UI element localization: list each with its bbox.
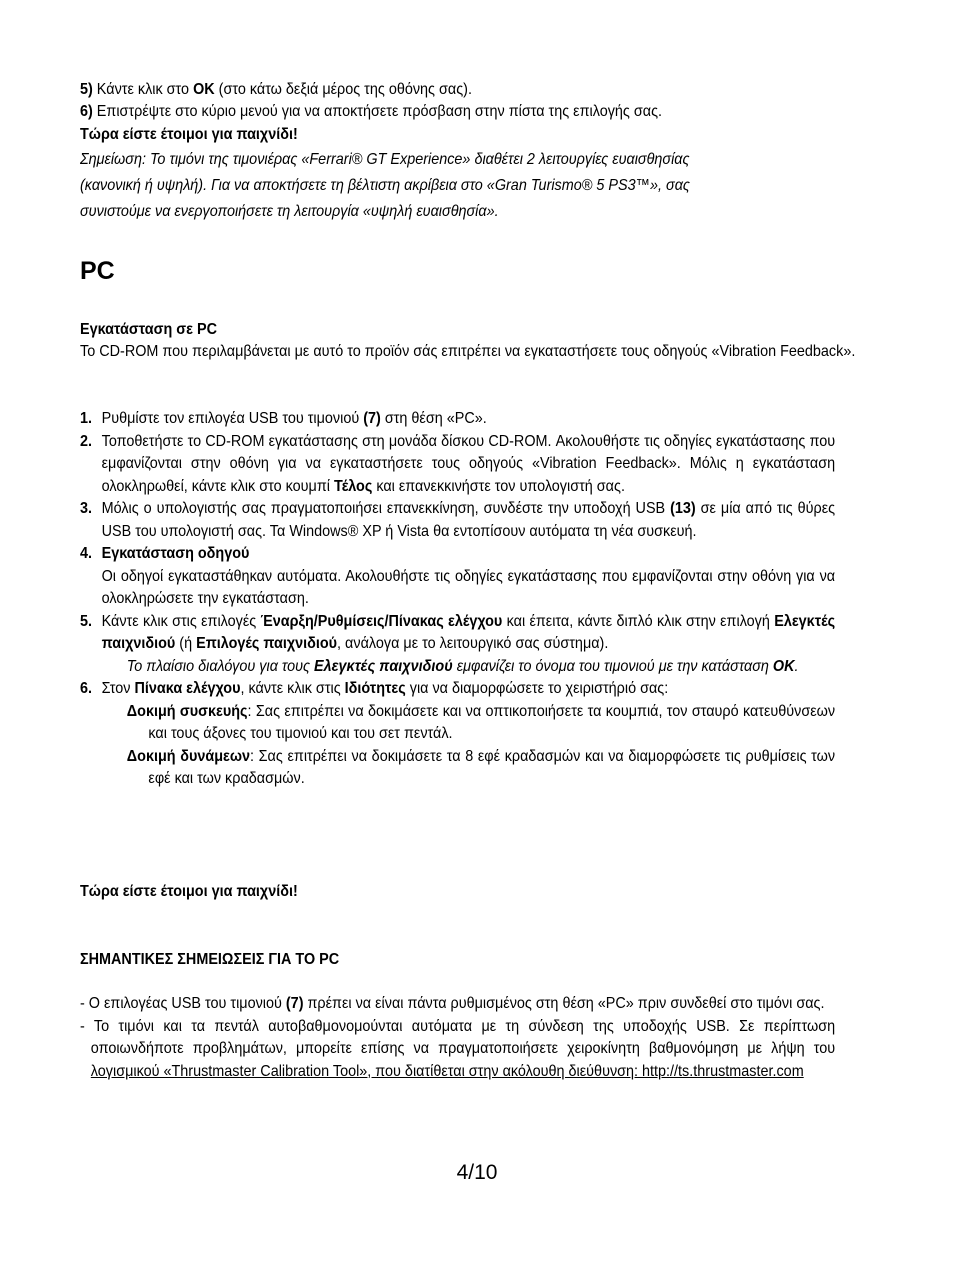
step-5: 5. Κάντε κλικ στις επιλογές Έναρξη/Ρυθμίσεις/Πίνακας ελέγχου και έπειτα, κάντε διπλό κλικ στην επιλογή Ελεγκτές παιχνιδιού (ή Επιλογές παιχνιδιού, ανάλογα με το λειτουργικό σας σύστημα). Το πλαίσιο διαλόγου για τους Ελεγκτές παιχνιδιού εμφανίζει το όνομα του τιμονιού με την κατάσταση OK. [80, 611, 835, 679]
ok-label: OK [193, 81, 215, 98]
note-calibration: - Το τιμόνι και τα πεντάλ αυτοβαθμονομούνται αυτόματα με τη σύνδεση της υποδοχής USB. Σε περίπτωση οποιωνδήποτε προβλημάτων, μπορείτε επίσης να πραγματοποιήσετε χειροκίνητη βαθμονόμηση με λήψη του λογισμικού «Thrustmaster Calibration Tool», που διατίθεται στην ακόλουθη διεύθυνση: http://ts.thrustmaster.com [80, 1017, 836, 1080]
step-5-console: 5) Κάντε κλικ στο OK (στο κάτω δεξιά μέρος της οθόνης σας). [80, 81, 472, 98]
step-5-note: Το πλαίσιο διαλόγου για τους Ελεγκτές παιχνιδιού εμφανίζει το όνομα του τιμονιού με την κατάσταση OK. [126, 657, 799, 675]
calibration-tool-link[interactable]: λογισμικού «Thrustmaster Calibration Tool», που διατίθεται στην ακόλουθη διεύθυνση: http://ts.thrustmaster.com [90, 1062, 804, 1080]
step-6-console: 6) Επιστρέψτε στο κύριο μενού για να αποκτήσετε πρόσβαση στην πίστα της επιλογής σας. [80, 103, 663, 120]
important-notes-title: ΣΗΜΑΝΤΙΚΕΣ ΣΗΜΕΙΩΣΕΙΣ ΓΙΑ ΤΟ PC [80, 951, 340, 968]
step-6: 6. Στον Πίνακα ελέγχου, κάντε κλικ στις Ιδιότητες για να διαμορφώσετε το χειριστήριό σας: Δοκιμή συσκευής: Σας επιτρέπει να δοκιμάσετε και να οπτικοποιήσετε τα κουμπιά, τον σταυρό κατευθύνσεων και τους άξονες του τιμονιού και του σετ πεντάλ. Δοκιμή δυνάμεων: Σας επιτρέπει να δοκιμάσετε τα 8 εφέ κραδασμών και να διαμορφώσετε τις ρυθμίσεις των εφέ και των κραδασμών. [80, 678, 835, 791]
step-1: 1. Ρυθμίστε τον επιλογέα USB του τιμονιού (7) στη θέση «PC». [80, 410, 487, 427]
sensitivity-note: Σημείωση: Το τιμόνι της τιμονιέρας «Ferrari® GT Experience» διαθέτει 2 λειτουργίες ευαισθησίας (κανονική ή υψηλή). Για να αποκτήσετε τη βέλτιστη ακρίβεια στο «Gran Turismo® 5 PS3™», σας συνιστούμε να ενεργοποιήσετε τη λειτουργία «υψηλή ευαισθησία». [80, 151, 690, 220]
step-number: 5) [80, 81, 93, 98]
section-heading-pc: PC [80, 257, 115, 285]
page-number: 4/10 [456, 1161, 498, 1184]
step-number: 6) [80, 103, 93, 120]
step-4: 4. Εγκατάσταση οδηγού Οι οδηγοί εγκαταστάθηκαν αυτόματα. Ακολουθήστε τις οδηγίες εγκατάστασης που εμφανίζονται στην οθόνη για να ολοκληρώσετε την εγκατάσταση. [80, 545, 836, 607]
install-intro: Το CD-ROM που περιλαμβάνεται με αυτό το προϊόν σάς επιτρέπει να εγκαταστήσετε τους οδηγούς «Vibration Feedback». [80, 343, 856, 360]
device-test-item: Δοκιμή συσκευής: Σας επιτρέπει να δοκιμάσετε και να οπτικοποιήσετε τα κουμπιά, τον σταυρό κατευθύνσεων και τους άξονες του τιμονιού και του σετ πεντάλ. [126, 702, 836, 742]
important-notes-list [80, 993, 835, 1083]
note-usb-selector: - Ο επιλογέας USB του τιμονιού (7) πρέπει να είναι πάντα ρυθμισμένος στη θέση «PC» πριν συνδεθεί στο τιμόνι σας. [80, 995, 825, 1012]
step-2: 2. Τοποθετήστε το CD-ROM εγκατάστασης στη μονάδα δίσκου CD-ROM. Ακολουθήστε τις οδηγίες εγκατάστασης που εμφανίζονται στην οθόνη για να εγκαταστήσετε τους οδηγούς «Vibration Feedback». Μόλις η εγκατάσταση ολοκληρωθεί, κάντε κλικ στο κουμπί Τέλος και επανεκκινήστε τον υπολογιστή σας. [80, 432, 836, 495]
install-steps [80, 408, 835, 791]
ready-text-pc: Τώρα είστε έτοιμοι για παιχνίδι! [80, 883, 298, 900]
force-test-item: Δοκιμή δυνάμεων: Σας επιτρέπει να δοκιμάσετε τα 8 εφέ κραδασμών και να διαμορφώσετε τις ρυθμίσεις των εφέ και των κραδασμών. [126, 747, 836, 787]
ready-text-top: Τώρα είστε έτοιμοι για παιχνίδι! [80, 126, 298, 143]
step-3: 3. Μόλις ο υπολογιστής σας πραγματοποιήσει επανεκκίνηση, συνδέστε την υποδοχή USB (13) σε μία από τις θύρες USB του υπολογιστή σας. Τα Windows® XP ή Vista θα εντοπίσουν αυτόματα τη νέα συσκευή. [80, 500, 836, 540]
install-title: Εγκατάσταση σε PC [80, 321, 217, 338]
